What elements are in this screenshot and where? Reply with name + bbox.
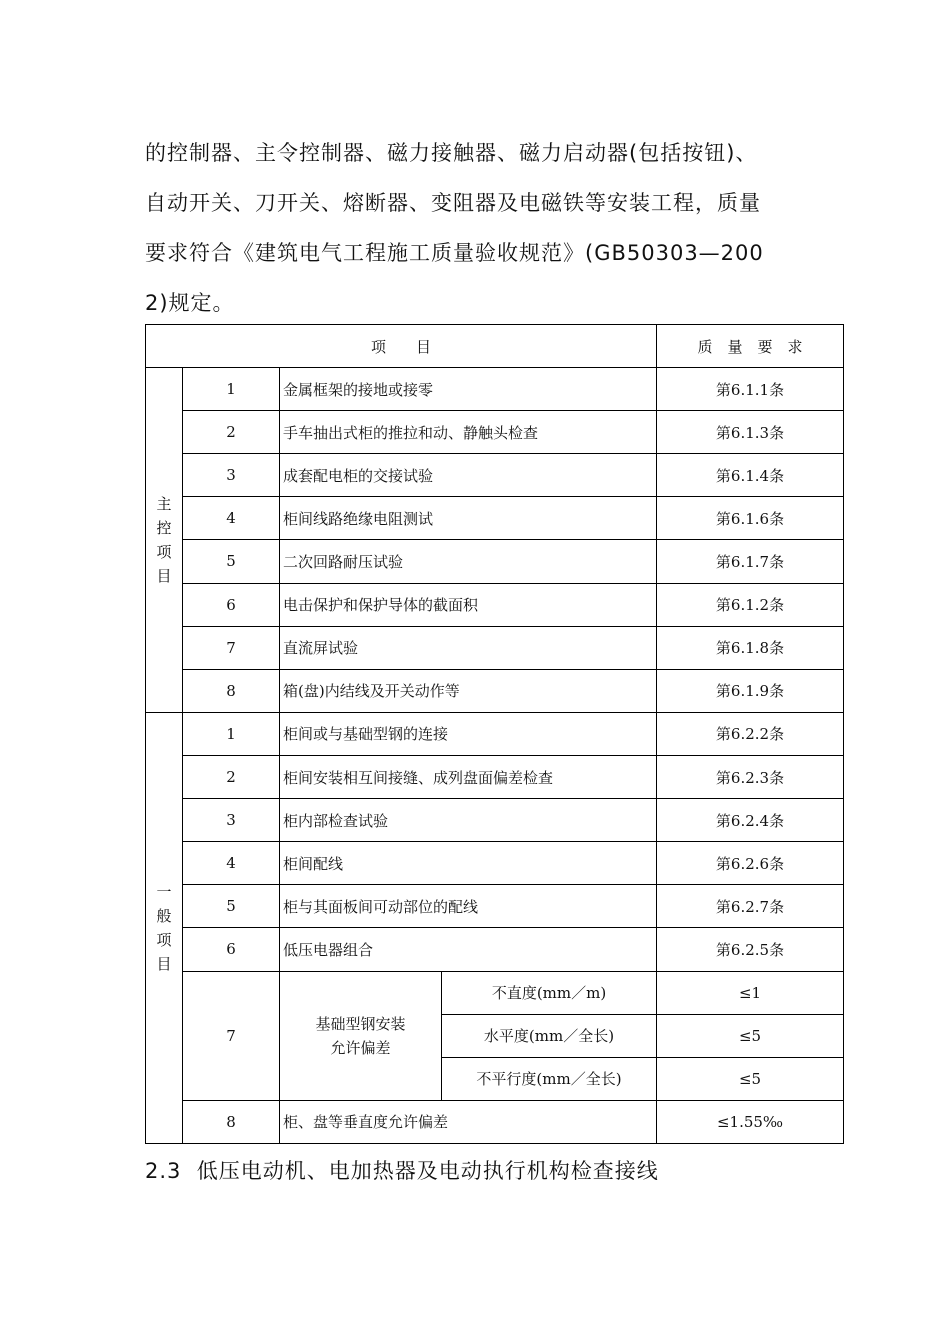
row-item: 直流屏试验 bbox=[280, 626, 657, 669]
table-row bbox=[146, 626, 844, 669]
row-requirement: 第6.2.7条 bbox=[657, 885, 844, 928]
section-heading bbox=[145, 1155, 659, 1185]
table-row bbox=[146, 454, 844, 497]
table-row bbox=[146, 928, 844, 971]
table-row bbox=[146, 497, 844, 540]
sub-item: 水平度(mm／全长) bbox=[442, 1014, 657, 1057]
acceptance-table bbox=[145, 324, 844, 1144]
row-item: 柜与其面板间可动部位的配线 bbox=[280, 885, 657, 928]
sub-item: 不平行度(mm／全长) bbox=[442, 1057, 657, 1100]
table-row bbox=[146, 540, 844, 583]
row-requirement: 第6.1.6条 bbox=[657, 497, 844, 540]
table-row bbox=[146, 368, 844, 411]
row-requirement: ≤1.55‰ bbox=[657, 1100, 844, 1143]
row-requirement: 第6.2.2条 bbox=[657, 712, 844, 755]
row-item: 柜间配线 bbox=[280, 842, 657, 885]
row-requirement: ≤5 bbox=[657, 1014, 844, 1057]
row-requirement: 第6.1.2条 bbox=[657, 583, 844, 626]
row-requirement: 第6.1.7条 bbox=[657, 540, 844, 583]
row-number: 1 bbox=[183, 368, 280, 411]
row-number: 7 bbox=[183, 626, 280, 669]
sub-item: 不直度(mm／m) bbox=[442, 971, 657, 1014]
row-item: 手车抽出式柜的推拉和动、静触头检查 bbox=[280, 411, 657, 454]
row-requirement: 第6.1.4条 bbox=[657, 454, 844, 497]
row-item: 柜内部检查试验 bbox=[280, 799, 657, 842]
table-row bbox=[146, 1100, 844, 1143]
table-row bbox=[146, 799, 844, 842]
table-row bbox=[146, 411, 844, 454]
row-item: 电击保护和保护导体的截面积 bbox=[280, 583, 657, 626]
row-requirement: 第6.1.8条 bbox=[657, 626, 844, 669]
row-number: 5 bbox=[183, 885, 280, 928]
header-requirement: 质 量 要 求 bbox=[657, 325, 844, 368]
row-item-steel-base: 基础型钢安装 允许偏差 bbox=[280, 971, 442, 1100]
row-requirement: ≤1 bbox=[657, 971, 844, 1014]
row-requirement: 第6.2.5条 bbox=[657, 928, 844, 971]
row-item: 低压电器组合 bbox=[280, 928, 657, 971]
row-item: 柜间线路绝缘电阻测试 bbox=[280, 497, 657, 540]
row-number: 4 bbox=[183, 497, 280, 540]
row-number: 6 bbox=[183, 583, 280, 626]
intro-line-1: 的控制器、主令控制器、磁力接触器、磁力启动器(包括按钮)、 bbox=[145, 141, 758, 165]
table-row bbox=[146, 755, 844, 798]
row-item: 二次回路耐压试验 bbox=[280, 540, 657, 583]
row-number: 5 bbox=[183, 540, 280, 583]
row-number: 3 bbox=[183, 454, 280, 497]
table-header-row bbox=[146, 325, 844, 368]
table-row bbox=[146, 971, 844, 1014]
intro-line-3: 要求符合《建筑电气工程施工质量验收规范》(GB50303—200 bbox=[145, 241, 764, 265]
row-requirement: 第6.1.1条 bbox=[657, 368, 844, 411]
table-row bbox=[146, 842, 844, 885]
row-number: 3 bbox=[183, 799, 280, 842]
row-number: 6 bbox=[183, 928, 280, 971]
row-requirement: ≤5 bbox=[657, 1057, 844, 1100]
header-item: 项 目 bbox=[146, 325, 657, 368]
section-number: 2.3 bbox=[145, 1159, 182, 1183]
row-number: 2 bbox=[183, 411, 280, 454]
row-requirement: 第6.1.3条 bbox=[657, 411, 844, 454]
row-number: 2 bbox=[183, 755, 280, 798]
intro-line-4: 2)规定。 bbox=[145, 291, 235, 315]
row-item: 成套配电柜的交接试验 bbox=[280, 454, 657, 497]
row-number: 4 bbox=[183, 842, 280, 885]
row-number: 8 bbox=[183, 1100, 280, 1143]
table-row bbox=[146, 885, 844, 928]
row-number: 1 bbox=[183, 712, 280, 755]
intro-line-2: 自动开关、刀开关、熔断器、变阻器及电磁铁等安装工程，质量 bbox=[145, 191, 761, 215]
row-item: 柜间或与基础型钢的连接 bbox=[280, 712, 657, 755]
category-general: 一 般 项 目 bbox=[146, 712, 183, 1143]
row-requirement: 第6.2.3条 bbox=[657, 755, 844, 798]
category-main-control: 主 控 项 目 bbox=[146, 368, 183, 713]
section-title: 低压电动机、电加热器及电动执行机构检查接线 bbox=[196, 1159, 659, 1183]
row-number: 7 bbox=[183, 971, 280, 1100]
row-requirement: 第6.2.4条 bbox=[657, 799, 844, 842]
row-item: 箱(盘)内结线及开关动作等 bbox=[280, 669, 657, 712]
row-requirement: 第6.2.6条 bbox=[657, 842, 844, 885]
table-row bbox=[146, 712, 844, 755]
row-item: 柜、盘等垂直度允许偏差 bbox=[280, 1100, 657, 1143]
row-item: 金属框架的接地或接零 bbox=[280, 368, 657, 411]
table-row bbox=[146, 583, 844, 626]
row-requirement: 第6.1.9条 bbox=[657, 669, 844, 712]
row-item: 柜间安装相互间接缝、成列盘面偏差检查 bbox=[280, 755, 657, 798]
table-row bbox=[146, 669, 844, 712]
row-number: 8 bbox=[183, 669, 280, 712]
